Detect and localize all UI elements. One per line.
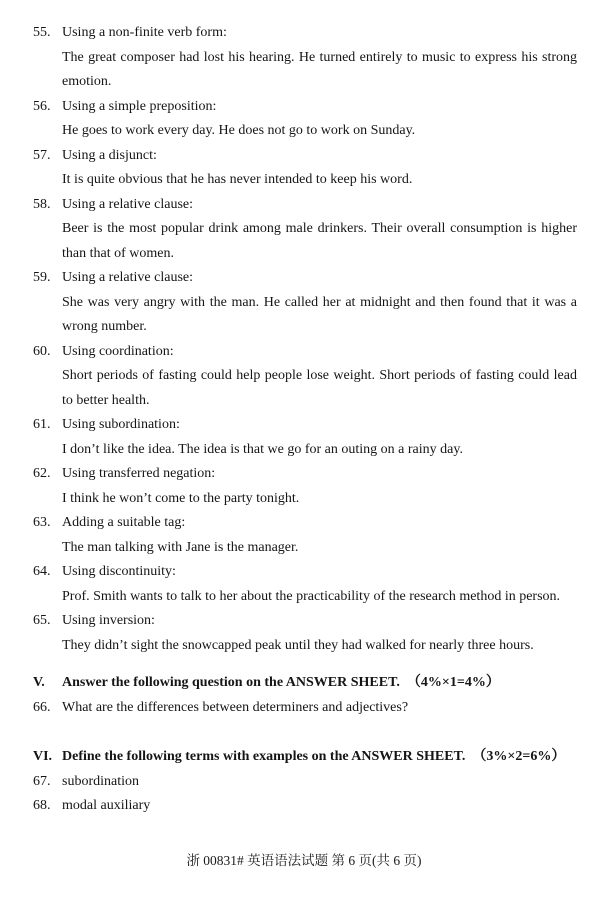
question-number: 65. [33,613,51,628]
question-item [33,770,577,795]
question-number: 64. [33,564,51,579]
question-text: The man talking with Jane is the manager. [62,539,299,555]
question-item [33,95,577,144]
question-prompt: Using coordination: [62,343,174,359]
section-score: （4%×1=4%） [406,675,500,690]
question-prompt: Using discontinuity: [62,564,176,579]
question-text: Prof. Smith wants to talk to her about the practicability of the research method in person. [62,588,561,604]
question-item [33,266,577,340]
question-number: 68. [33,798,51,813]
section-number: VI. [33,749,53,764]
question-item [33,144,577,193]
page-footer: 浙 00831# 英语语法试题 第 6 页(共 6 页) [186,852,422,868]
question-item [33,340,577,414]
question-prompt: Using a relative clause: [62,270,194,285]
section-score: （3%×2=6%） [472,749,566,764]
section-heading-v [33,671,577,696]
question-item [33,609,577,658]
question-text: subordination [62,773,139,789]
question-prompt: Using a simple preposition: [62,98,217,114]
question-prompt: Using a relative clause: [62,196,194,212]
question-text: He goes to work every day. He does not go to work on Sunday. [62,123,416,138]
question-text: What are the differences between determiners and adjectives? [62,699,409,715]
question-prompt: Using subordination: [62,417,180,432]
question-number: 66. [33,699,51,715]
question-text: She was very angry with the man. He called her at midnight and then found that it was a wrong number. [62,294,577,334]
question-item [33,511,577,560]
question-item [33,696,577,721]
question-item [33,193,577,267]
question-text: Beer is the most popular drink among male drinkers. Their overall consumption is higher than that of women. [62,221,577,261]
question-number: 58. [33,196,51,212]
section-heading-vi [33,745,577,770]
question-number: 62. [33,466,51,481]
question-text: They didn’t sight the snowcapped peak until they had walked for nearly three hours. [62,637,534,653]
section-title: Define the following terms with examples on the ANSWER SHEET. [62,749,466,764]
question-item [33,462,577,511]
question-number: 59. [33,270,51,285]
section-title: Answer the following question on the ANSWER SHEET. [62,675,400,690]
question-number: 67. [33,773,51,789]
question-item [33,560,577,609]
question-text: The great composer had lost his hearing. He turned entirely to music to express his strong emotion. [62,49,577,89]
question-text: I think he won’t come to the party tonight. [62,490,300,506]
question-prompt: Using inversion: [62,613,155,628]
question-number: 61. [33,417,51,432]
question-text: It is quite obvious that he has never intended to keep his word. [62,172,413,187]
question-number: 56. [33,98,51,114]
question-text: Short periods of fasting could help people lose weight. Short periods of fasting could lead to better health. [62,368,577,408]
question-number: 57. [33,147,51,163]
question-prompt: Adding a suitable tag: [62,515,186,530]
question-number: 63. [33,515,51,530]
question-prompt: Using a non-finite verb form: [62,25,227,40]
question-item [33,794,577,819]
section-number: V. [33,675,45,690]
question-prompt: Using a disjunct: [62,147,157,163]
question-item [33,413,577,462]
question-item [33,21,577,95]
question-text: modal auxiliary [62,798,151,813]
question-prompt: Using transferred negation: [62,466,216,481]
question-number: 60. [33,343,51,359]
question-number: 55. [33,25,51,40]
question-text: I don’t like the idea. The idea is that we go for an outing on a rainy day. [62,441,463,457]
